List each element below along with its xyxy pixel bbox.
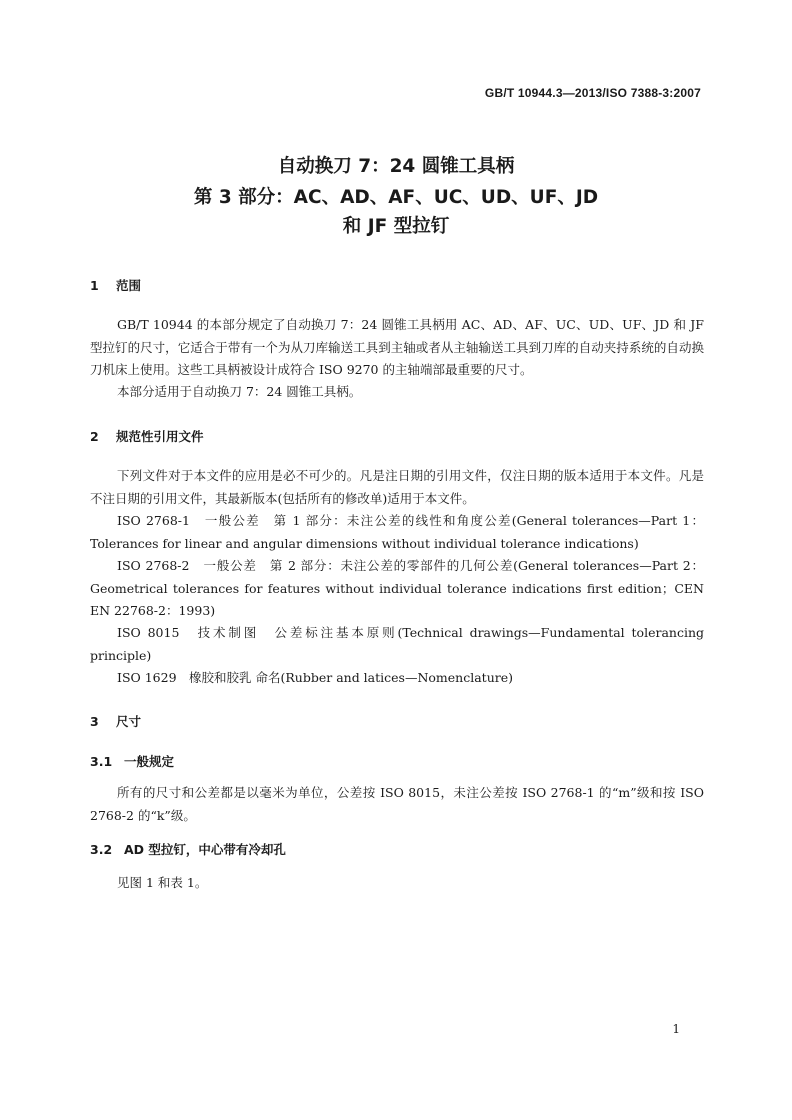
title-line-3: 和 JF 型拉钉 (342, 216, 450, 237)
section-title: 规范性引用文件 (116, 429, 204, 444)
section-number: 3.2 (90, 842, 113, 857)
section-2-paragraph-1: 下列文件对于本文件的应用是必不可少的。凡是注日期的引用文件，仅注日期的版本适用于本文件。凡是不注日期的引用文件，其最新版本(包括所有的修改单)适用于本文件。 (90, 468, 704, 506)
section-3-2-paragraph: 见图 1 和表 1。 (117, 875, 208, 890)
section-number: 3 (90, 714, 99, 729)
section-title: 范围 (116, 278, 142, 293)
section-2-heading (90, 427, 204, 445)
page-number: 1 (672, 1022, 680, 1036)
section-3-2-heading (90, 840, 286, 858)
section-title: 尺寸 (116, 714, 142, 729)
reference-iso-2768-1: ISO 2768-1 一般公差 第 1 部分：未注公差的线性和角度公差(General tolerances—Part 1：Tolerances for linear and angular dimensions without individual tolerance indications) (90, 513, 704, 551)
section-1-heading (90, 276, 141, 294)
section-number: 1 (90, 278, 99, 293)
reference-iso-2768-2: ISO 2768-2 一般公差 第 2 部分：未注公差的零部件的几何公差(General tolerances—Part 2：Geometrical tolerances for features without individual tolerance indications first edition；CEN EN 22768-2：1993) (90, 558, 704, 618)
section-number: 2 (90, 429, 99, 444)
reference-iso-8015: ISO 8015 技术制图 公差标注基本原则(Technical drawings—Fundamental tolerancing principle) (90, 625, 704, 663)
section-3-1-paragraph: 所有的尺寸和公差都是以毫米为单位，公差按 ISO 8015，未注公差按 ISO 2768-1 的“m”级和按 ISO 2768-2 的“k”级。 (90, 785, 704, 823)
section-title: AD 型拉钉，中心带有冷却孔 (124, 842, 286, 857)
section-1-paragraph-1: GB/T 10944 的本部分规定了自动换刀 7：24 圆锥工具柄用 AC、AD、AF、UC、UD、UF、JD 和 JF 型拉钉的尺寸，它适合于带有一个为从刀库输送工具到主轴或者从主轴输送工具到刀库的自动夹持系统的自动换刀机床上使用。这些工具柄被设计成符合 ISO 9270 的主轴端部最重要的尺寸。 (90, 317, 704, 377)
reference-iso-1629: ISO 1629 橡胶和胶乳 命名(Rubber and latices—Nomenclature) (117, 670, 513, 685)
title-line-1: 自动换刀 7：24 圆锥工具柄 (277, 156, 515, 177)
section-number: 3.1 (90, 754, 113, 769)
title-line-2: 第 3 部分：AC、AD、AF、UC、UD、UF、JD (193, 187, 599, 208)
section-title: 一般规定 (124, 754, 175, 769)
standard-code: GB/T 10944.3—2013/ISO 7388-3:2007 (484, 86, 701, 100)
section-3-1-heading (90, 752, 174, 770)
section-1-paragraph-2: 本部分适用于自动换刀 7：24 圆锥工具柄。 (117, 384, 362, 399)
section-3-heading (90, 712, 141, 730)
